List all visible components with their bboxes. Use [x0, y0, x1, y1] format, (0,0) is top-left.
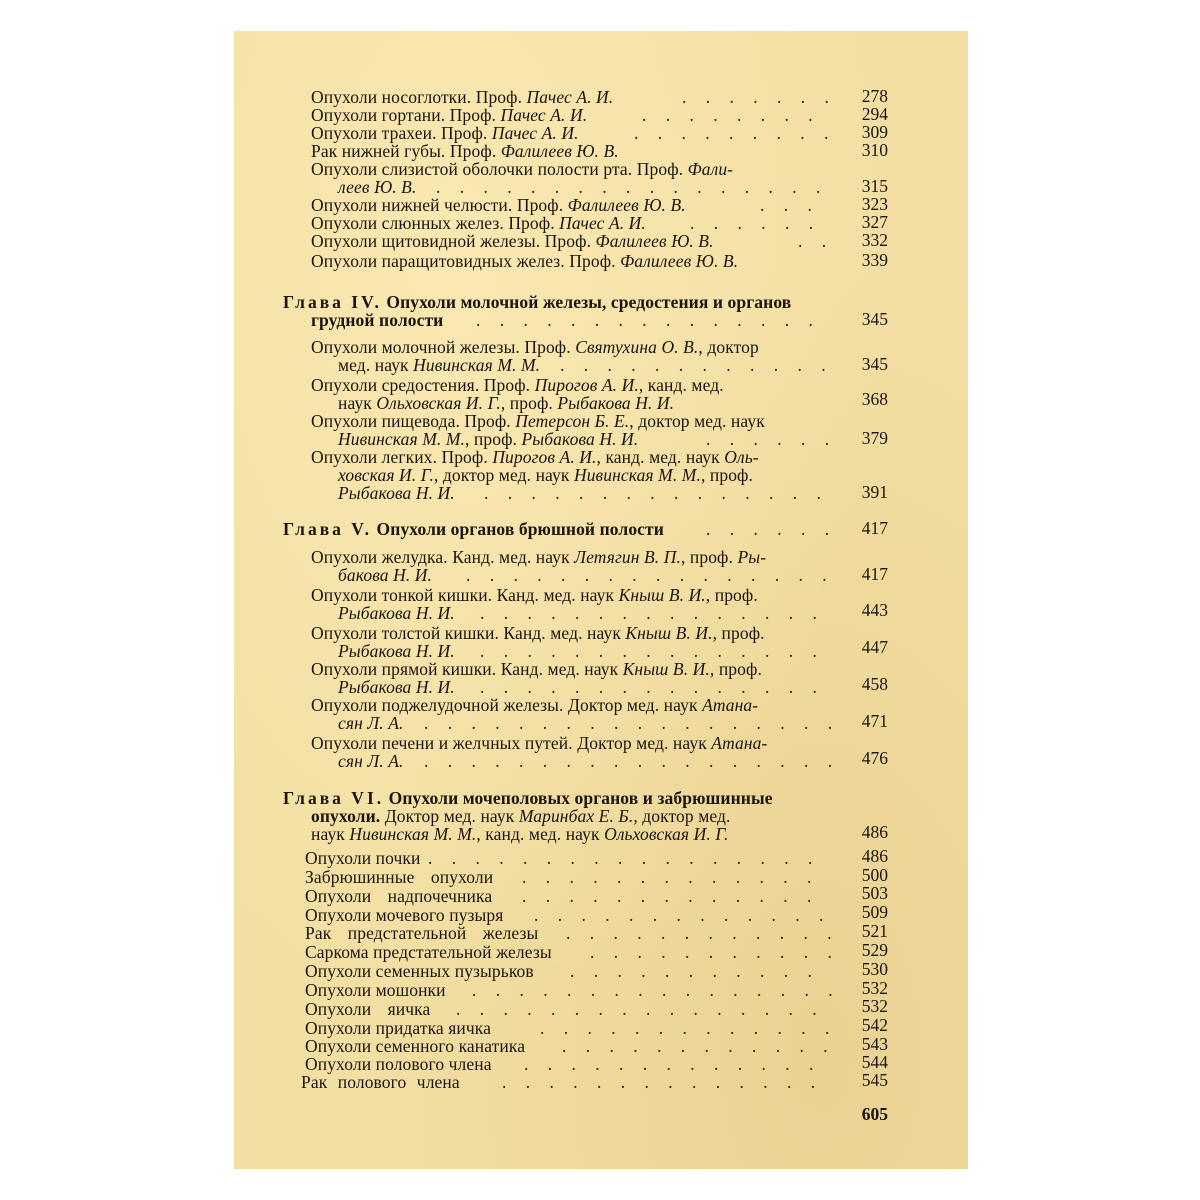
entry-title: Опухоли слюнных желез. Проф.: [311, 213, 560, 233]
entry-author: Нивинская М. М.: [413, 355, 541, 375]
entry-author: Фалилеев Ю. В.: [567, 195, 686, 215]
entry-title: Опухоли гортани. Проф.: [311, 105, 501, 125]
page-ref: 391: [861, 482, 888, 502]
entry-text: , доктор мед. наук: [433, 465, 574, 485]
entry-text: Доктор мед. наук: [380, 806, 519, 826]
entry-title: Опухоли печени и желчных путей. Доктор мед. наук: [311, 733, 712, 753]
page-ref: 417: [861, 564, 888, 584]
entry-title: Опухоли тонкой кишки. Канд. мед. наук: [311, 585, 619, 605]
page-ref: 310: [861, 140, 888, 160]
entry-author: Рыбакова Н. И.: [338, 603, 455, 623]
dot-leader: [502, 1073, 832, 1092]
entry-text: , проф.: [712, 623, 765, 643]
page-ref: 486: [861, 822, 888, 842]
page-ref: 315: [861, 176, 888, 196]
entry-title: Опухоли яичка: [305, 999, 431, 1019]
entry-author: Кныш В. И.: [622, 659, 710, 679]
dot-leader: [484, 484, 832, 503]
entry-author: леев Ю. В.: [338, 177, 417, 197]
entry-author: Пачес А. И.: [500, 105, 588, 125]
dot-leader: [560, 356, 832, 375]
entry-text: , проф.: [464, 429, 522, 449]
dot-leader: [480, 604, 832, 623]
dot-leader: [534, 906, 832, 925]
dot-leader: [428, 849, 832, 868]
entry-author: Пачес А. И.: [526, 87, 614, 107]
entry-text: , канд. мед. наук: [596, 447, 725, 467]
entry-author: Атана-: [711, 733, 768, 753]
entry-text: , проф.: [709, 659, 762, 679]
page-ref: 532: [861, 978, 888, 998]
entry-title: Опухоли почки: [305, 848, 421, 868]
entry-title: Опухоли полового члена: [305, 1054, 492, 1074]
page-ref: 500: [861, 865, 888, 885]
page-ref: 345: [861, 354, 888, 374]
entry-title: Опухоли средостения. Проф.: [311, 375, 535, 395]
dot-leader: [476, 311, 832, 330]
dot-leader: [424, 714, 832, 733]
entry-author: Нивинская М. М.: [338, 429, 465, 449]
entry-author: Пачес А. И.: [559, 213, 646, 233]
entry-author: Рыбакова Н. И.: [338, 677, 455, 697]
entry-text: , проф.: [680, 547, 738, 567]
page-ref: 458: [861, 674, 888, 694]
chapter-label: Глава VI.: [283, 788, 385, 808]
dot-leader: [566, 924, 832, 943]
entry-author: Пачес А. И.: [491, 123, 579, 143]
page-ref: 532: [861, 996, 888, 1016]
entry-title: Опухоли слизистой оболочки полости рта. Проф.: [311, 159, 688, 179]
chapter-title: Опухоли молочной железы, средостения и органов: [386, 292, 792, 312]
dot-leader: [642, 106, 832, 125]
entry-author: Атана-: [702, 695, 759, 715]
page-ref: 323: [861, 194, 888, 214]
dot-leader: [590, 943, 832, 962]
entry-text: , доктор мед. наук: [629, 411, 765, 431]
entry-author: Фалилеев Ю. В.: [500, 141, 619, 161]
entry-author: ховская И. Г.: [338, 465, 434, 485]
entry-title: Рак полового члена: [301, 1072, 460, 1092]
dot-leader: [456, 1000, 832, 1019]
entry-author: Пирогов А. И.: [492, 447, 597, 467]
entry-author: Фалилеев Ю. В.: [595, 231, 714, 251]
entry-author: Ры-: [737, 547, 767, 567]
entry-text: , канд. мед.: [638, 375, 724, 395]
page-ref: 379: [861, 428, 888, 448]
entry-author: бакова Н. И.: [338, 565, 433, 585]
page-ref: 345: [861, 309, 888, 329]
entry-title: Опухоли легких. Проф.: [311, 447, 493, 467]
chapter-title-cont: опухоли.: [311, 806, 381, 826]
dot-leader: [682, 88, 832, 107]
page-ref: 278: [861, 86, 888, 106]
chapter-label: Глава IV.: [283, 292, 382, 312]
dot-leader: [540, 1019, 832, 1038]
page-ref: 417: [861, 518, 888, 538]
entry-author: Кныш В. И.: [625, 623, 713, 643]
entry-title: Опухоли щитовидной железы. Проф.: [311, 231, 596, 251]
dot-leader: [798, 232, 832, 251]
page-ref: 503: [861, 883, 888, 903]
entry-text: , проф.: [500, 393, 558, 413]
entry-author: Святухина О. В.: [575, 337, 699, 357]
page-ref: 339: [861, 250, 888, 270]
chapter-title: Опухоли мочеполовых органов и забрюшинные: [388, 788, 773, 808]
entry-title: Опухоли придатка яичка: [305, 1018, 491, 1038]
entry-text: наук: [338, 393, 377, 413]
page-ref: 542: [861, 1015, 888, 1035]
dot-leader: [472, 981, 832, 1000]
entry-author: сян Л. А.: [338, 713, 404, 733]
entry-title: Опухоли семенного канатика: [305, 1036, 526, 1056]
dot-leader: [570, 962, 832, 981]
entry-author: Нивинская М. М.: [573, 465, 701, 485]
entry-title: Рак нижней губы. Проф.: [311, 141, 501, 161]
page-ref: 530: [861, 959, 888, 979]
page-number: 605: [861, 1104, 888, 1124]
chapter-title: Опухоли органов брюшной полости: [376, 519, 664, 539]
entry-text: , канд. мед. наук: [476, 824, 605, 844]
entry-title: Опухоли носоглотки. Проф.: [311, 87, 527, 107]
entry-author: сян Л. А.: [338, 751, 404, 771]
entry-author: Маринбах Е. Б.: [518, 806, 634, 826]
chapter-label: Глава V.: [283, 519, 373, 539]
dot-leader: [562, 1037, 832, 1056]
entry-text: , проф.: [700, 465, 753, 485]
dot-leader: [424, 752, 832, 771]
chapter-title-cont: грудной полости: [311, 310, 444, 330]
entry-title: Опухоли мошонки: [305, 980, 446, 1000]
entry-author: Оль-: [724, 447, 759, 467]
page-ref: 327: [861, 212, 888, 232]
dot-leader: [706, 520, 832, 539]
entry-author: Ольховская И. Г.: [604, 824, 729, 844]
entry-author: Петерсон Б. Е.: [515, 411, 630, 431]
entry-title: Саркома предстательной железы: [305, 942, 552, 962]
entry-author: Летягин В. П.: [574, 547, 681, 567]
entry-title: Опухоли толстой кишки. Канд. мед. наук: [311, 623, 626, 643]
entry-author: Фалилеев Ю. В.: [620, 251, 739, 271]
entry-text: мед. наук: [338, 355, 414, 375]
dot-leader: [634, 124, 832, 143]
entry-title: Опухоли пищевода. Проф.: [311, 411, 516, 431]
entry-author: Ольховская И. Г.: [376, 393, 501, 413]
page-ref: 443: [861, 600, 888, 620]
page-ref: 332: [861, 230, 888, 250]
entry-title: Опухоли надпочечника: [305, 886, 493, 906]
entry-author: Рыбакова Н. И.: [521, 429, 639, 449]
page-ref: 309: [861, 122, 888, 142]
page-ref: 544: [861, 1052, 888, 1072]
page-ref: 486: [861, 846, 888, 866]
entry-title: Забрюшинные опухоли: [305, 867, 494, 887]
entry-title: Опухоли желудка. Канд. мед. наук: [311, 547, 575, 567]
entry-title: Опухоли нижней челюсти. Проф.: [311, 195, 568, 215]
entry-text: , проф.: [705, 585, 758, 605]
page-ref: 529: [861, 940, 888, 960]
page-ref: 543: [861, 1034, 888, 1054]
entry-author: Нивинская М. М.: [349, 824, 477, 844]
dot-leader: [760, 196, 832, 215]
entry-title: Опухоли семенных пузырьков: [305, 961, 534, 981]
page-ref: 471: [861, 711, 888, 731]
entry-title: Опухоли поджелудочной железы. Доктор мед. наук: [311, 695, 703, 715]
page-ref: 368: [861, 389, 888, 409]
entry-text: , доктор мед.: [633, 806, 731, 826]
entry-title: Опухоли мочевого пузыря: [305, 905, 504, 925]
entry-text: , доктор: [698, 337, 759, 357]
dot-leader: [524, 1055, 832, 1074]
entry-title: Опухоли трахеи. Проф.: [311, 123, 492, 143]
page-ref: 294: [861, 104, 888, 124]
page-ref: 545: [861, 1070, 888, 1090]
dot-leader: [466, 566, 832, 585]
entry-author: Рыбакова Н. И.: [338, 641, 455, 661]
page-ref: 509: [861, 902, 888, 922]
dot-leader: [522, 868, 832, 887]
dot-leader: [522, 887, 832, 906]
entry-text: наук: [311, 824, 350, 844]
entry-title: Рак предстательной железы: [305, 923, 539, 943]
entry-author: Кныш В. И.: [618, 585, 706, 605]
entry-title: Опухоли прямой кишки. Канд. мед. наук: [311, 659, 623, 679]
entry-title: Опухоли паращитовидных желез. Проф.: [311, 251, 621, 271]
entry-author: Рыбакова Н. И.: [338, 483, 455, 503]
entry-title: Опухоли молочной железы. Проф.: [311, 337, 576, 357]
entry-author: Пирогов А. И.: [534, 375, 639, 395]
page-ref: 521: [861, 921, 888, 941]
entry-author: Рыбакова Н. И.: [557, 393, 675, 413]
page-ref: 447: [861, 637, 888, 657]
entry-author: Фали-: [687, 159, 734, 179]
page-ref: 476: [861, 748, 888, 768]
